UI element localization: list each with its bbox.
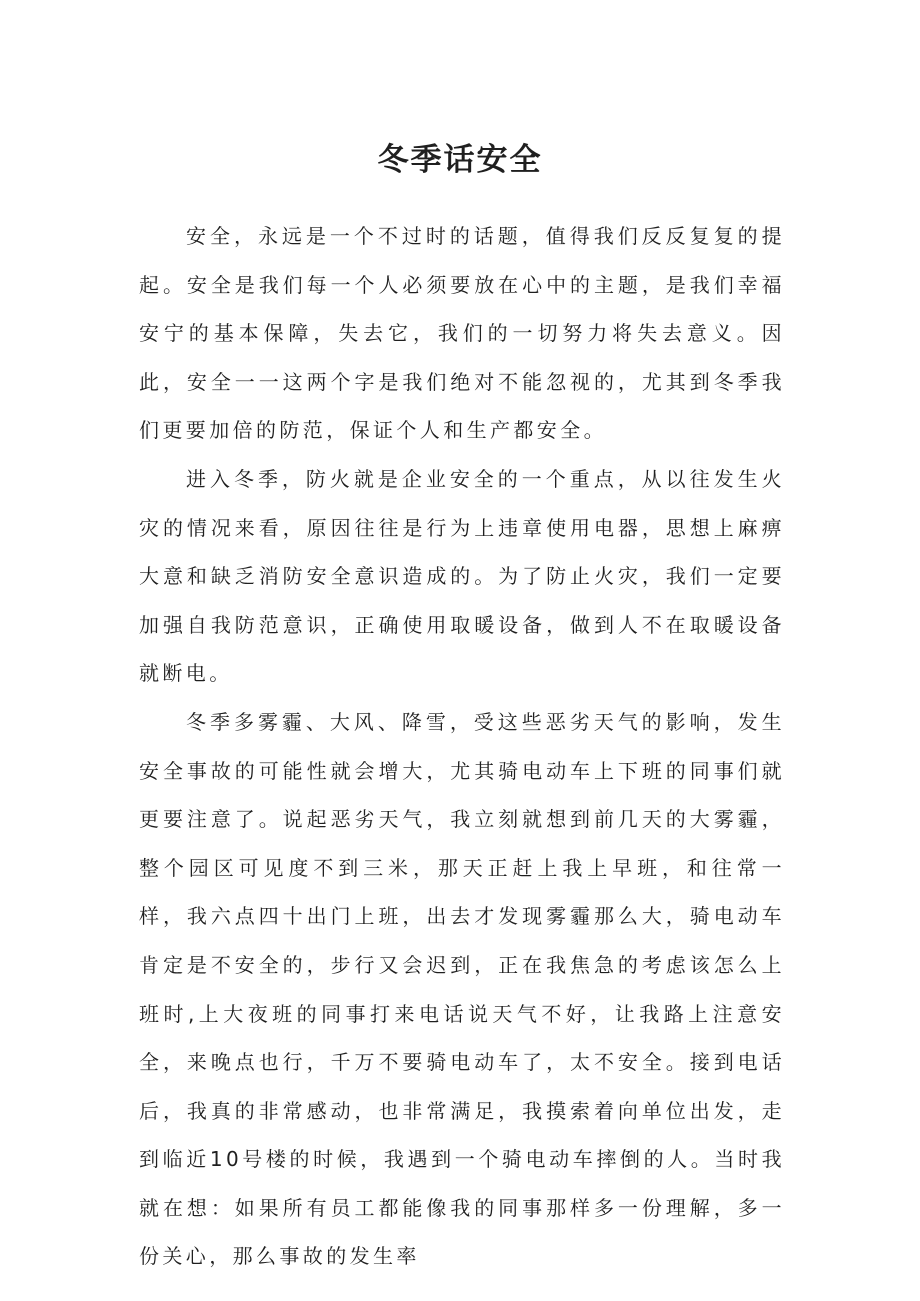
document-title: 冬季话安全 xyxy=(377,141,543,178)
paragraph-safety-intro: 安全，永远是一个不过时的话题，值得我们反反复复的提起。安全是我们每一个人必须要放在心中的主题，是我们幸福安宁的基本保障，失去它，我们的一切努力将失去意义。因此，安全一一这两个字是我们绝对不能忽视的，尤其到冬季我们更要加倍的防范，保证个人和生产都安全。 xyxy=(139,224,785,443)
paragraph-weather-story: 冬季多雾霾、大风、降雪，受这些恶劣天气的影响，发生安全事故的可能性就会增大，尤其骑电动车上下班的同事们就更要注意了。说起恶劣天气，我立刻就想到前几天的大雾霾，整个园区可见度不到三米，那天正赶上我上早班，和往常一样，我六点四十出门上班，出去才发现雾霾那么大，骑电动车肯定是不安全的，步行又会迟到，正在我焦急的考虑该怎么上班时,上大夜班的同事打来电话说天气不好，让我路上注意安全，来晚点也行，千万不要骑电动车了，太不安全。接到电话后，我真的非常感动，也非常满足，我摸索着向单位出发，走到临近10号楼的时候，我遇到一个骑电动车摔倒的人。当时我就在想：如果所有员工都能像我的同事那样多一份理解，多一份关心，那么事故的发生率 xyxy=(139,709,785,1269)
document-body xyxy=(139,212,785,1281)
paragraph-fire-prevention: 进入冬季，防火就是企业安全的一个重点，从以往发生火灾的情况来看，原因往往是行为上违章使用电器，思想上麻痹大意和缺乏消防安全意识造成的。为了防止火灾，我们一定要加强自我防范意识，正确使用取暖设备，做到人不在取暖设备就断电。 xyxy=(139,466,785,686)
